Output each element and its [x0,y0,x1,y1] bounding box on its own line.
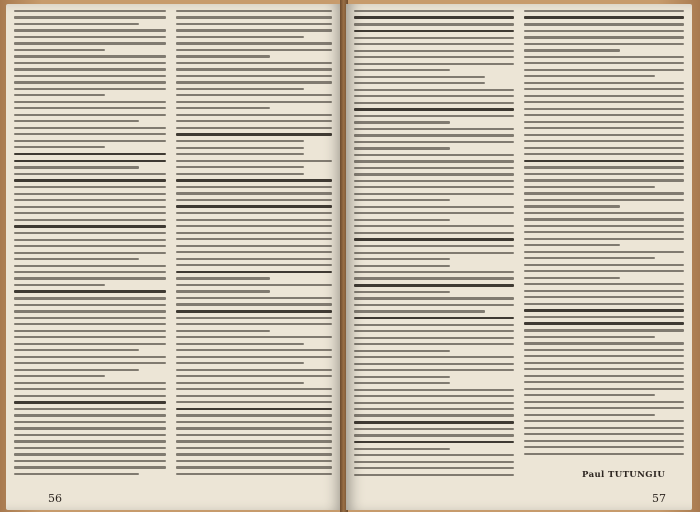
text-line [176,88,304,90]
text-line [524,114,684,116]
text-line [354,356,514,358]
text-line [176,284,332,286]
text-line [14,81,166,83]
text-line [524,244,620,246]
text-line [176,356,332,358]
text-line [354,102,514,104]
text-line [14,160,166,163]
text-line [14,140,166,142]
text-line [524,375,684,377]
text-line [14,232,166,234]
text-line [524,355,684,357]
text-line [176,369,332,371]
text-line [14,186,166,188]
text-line [354,252,514,254]
text-line [176,173,304,175]
text-line [354,245,514,247]
text-line [14,369,139,371]
text-line [176,225,332,227]
text-line [14,414,166,416]
text-line [176,29,332,31]
text-line [524,160,684,163]
text-line [354,441,514,444]
text-line [176,127,332,129]
text-line [524,225,684,227]
text-line [14,265,166,267]
text-line [14,75,166,77]
text-line [14,55,166,57]
text-line [176,330,270,332]
text-line [176,10,332,12]
text-line [354,180,514,182]
text-line [524,140,684,142]
text-line [354,167,514,169]
text-line [176,251,332,253]
text-line [524,316,684,318]
text-line [524,388,684,390]
text-line [354,382,450,384]
text-line [14,258,139,260]
text-line [524,101,684,103]
text-line [14,323,166,325]
text-line [176,382,304,384]
text-line [176,23,332,25]
text-line [354,238,514,241]
text-line [176,140,304,142]
text-line [14,453,166,455]
text-line [176,388,332,390]
text-line [176,349,332,351]
text-line [354,30,514,33]
text-line [176,199,332,201]
text-line [524,381,684,383]
text-line [354,160,514,162]
text-line [14,421,166,423]
text-line [14,304,166,306]
text-line [176,310,332,313]
text-line [14,317,166,319]
text-line [524,277,620,279]
text-line [176,290,270,292]
text-line [354,317,514,320]
text-line [524,10,684,12]
text-line [354,173,514,175]
text-line [524,30,684,32]
text-line [354,467,514,469]
text-line [354,23,514,25]
text-line [176,421,332,423]
text-line [176,362,304,364]
text-line [14,277,166,279]
text-line [524,121,684,123]
text-line [176,323,332,325]
text-line [14,375,105,377]
text-line [14,245,166,247]
text-line [176,179,332,182]
text-line [354,271,514,273]
text-line [176,94,332,96]
text-line [176,466,332,468]
text-line [524,349,684,351]
text-line [354,350,450,352]
text-line [524,199,684,201]
text-line [524,296,684,298]
text-line [354,43,514,45]
text-line [354,291,450,293]
text-line [524,75,655,77]
text-line [524,218,684,220]
text-line [354,147,450,149]
text-line [524,205,620,207]
text-line [14,166,139,168]
text-line [354,37,514,39]
text-line [14,212,166,214]
text-line [354,10,514,12]
text-line [176,297,332,299]
text-line [354,212,514,214]
text-line [524,62,684,64]
text-line [354,395,514,397]
text-line [176,238,332,240]
text-line [524,283,684,285]
text-line [14,10,166,12]
text-line [524,36,684,38]
text-line [524,88,684,90]
left-page-column-1 [14,10,166,479]
text-line [14,297,166,299]
left-page [6,4,342,510]
text-line [524,147,684,149]
text-line [176,42,332,44]
text-line [176,36,304,38]
text-line [176,271,332,274]
text-line [14,362,166,364]
text-line [524,446,684,448]
text-line [354,434,514,436]
text-line [176,55,270,57]
text-line [176,114,332,116]
text-line [176,68,332,70]
text-line [524,303,684,305]
text-line [354,265,450,267]
text-line [524,420,684,422]
text-line [524,69,684,71]
text-line [524,238,684,240]
text-line [176,205,332,208]
text-line [524,43,684,45]
text-line [176,101,332,103]
text-line [354,115,514,117]
text-line [354,76,485,78]
text-line [14,29,166,31]
text-line [354,474,514,476]
right-page-column-1 [354,10,514,480]
text-line [176,192,332,194]
text-line [14,427,166,429]
text-line [176,440,332,442]
text-line [176,107,270,109]
text-line [14,460,166,462]
text-line [176,219,332,221]
text-line [354,16,514,19]
text-line [354,225,514,227]
text-line [14,343,166,345]
text-line [176,434,332,436]
text-line [354,277,514,279]
text-line [14,127,166,129]
text-line [176,212,332,214]
text-line [524,153,684,155]
text-line [14,88,166,90]
text-line [14,330,166,332]
text-line [14,290,166,293]
text-line [14,395,166,397]
text-line [14,133,166,135]
text-line [176,395,332,397]
text-line [524,56,684,58]
text-line [176,414,332,416]
text-line [354,414,514,416]
text-line [524,368,684,370]
text-line [524,427,684,429]
text-line [524,433,684,435]
text-line [354,330,514,332]
text-line [14,23,139,25]
text-line [524,16,684,19]
text-line [354,50,514,52]
text-line [524,179,684,181]
text-line [354,186,514,188]
text-line [176,447,332,449]
text-line [176,453,332,455]
text-line [354,154,514,156]
text-line [524,127,684,129]
text-line [354,63,514,65]
text-line [354,402,514,404]
text-line [176,375,332,377]
text-line [524,414,655,416]
text-line [14,239,166,241]
text-line [14,271,166,273]
text-line [524,251,684,253]
text-line [354,89,514,91]
text-line [354,428,514,430]
text-line [354,376,450,378]
text-line [14,388,166,390]
text-line [354,304,514,306]
text-line [524,329,684,331]
text-line [14,179,166,182]
text-line [176,153,304,155]
text-line [176,473,332,475]
text-line [524,108,684,110]
text-line [176,317,332,319]
text-line [14,440,166,442]
text-line [354,363,514,365]
text-line [14,310,166,312]
text-line [524,212,684,214]
text-line [354,284,514,287]
text-line [14,62,166,64]
text-line [14,473,139,475]
text-line [176,277,270,279]
text-line [354,206,514,208]
text-line [354,310,485,312]
text-line [176,245,332,247]
text-line [354,454,514,456]
text-line [176,408,332,411]
text-line [354,193,514,195]
right-page-column-2 [524,10,684,459]
text-line [14,284,105,286]
text-line [176,343,304,345]
text-line [354,56,514,58]
text-line [14,107,166,109]
text-line [176,460,332,462]
text-line [524,336,655,338]
text-line [524,186,655,188]
text-line [354,95,514,97]
text-line [354,121,450,123]
text-line [176,232,332,234]
text-line [14,193,166,195]
text-line [524,309,684,312]
text-line [176,75,332,77]
text-line [14,252,166,254]
text-line [14,382,166,384]
text-line [354,232,514,234]
text-line [354,421,514,424]
text-line [14,49,105,51]
text-line [176,303,332,305]
text-line [14,146,105,148]
text-line [14,42,166,44]
text-line [14,225,166,228]
text-line [176,62,332,64]
text-line [176,264,332,266]
text-line [354,258,450,260]
left-page-number: 56 [48,492,62,505]
text-line [14,16,166,18]
text-line [524,134,684,136]
right-page-number: 57 [652,492,666,505]
text-line [14,114,166,116]
text-line [14,153,166,156]
text-line [176,427,332,429]
text-line [14,199,166,201]
article-author: Paul TUTUNGIU [582,470,666,480]
text-line [354,343,514,345]
text-line [176,147,304,149]
text-line [524,342,684,344]
text-line [524,192,684,194]
text-line [524,95,684,97]
text-line [176,120,332,122]
right-page [346,4,692,510]
text-line [176,166,304,168]
text-line [14,356,166,358]
text-line [176,160,332,162]
text-line [524,290,684,292]
text-line [14,36,166,38]
text-line [176,81,332,83]
text-line [354,408,514,410]
text-line [354,448,450,450]
text-line [354,389,514,391]
text-line [524,49,620,51]
text-line [524,440,684,442]
text-line [354,128,514,130]
text-line [354,108,514,111]
text-line [524,82,684,84]
text-line [176,401,332,403]
text-line [524,362,684,364]
left-page-column-2 [176,10,332,479]
text-line [14,447,166,449]
text-line [14,401,166,404]
text-line [176,258,332,260]
text-line [176,16,332,18]
text-line [14,434,166,436]
text-line [354,82,485,84]
text-line [354,369,514,371]
text-line [176,49,332,51]
text-line [524,23,684,25]
text-line [14,173,166,175]
text-line [14,120,139,122]
text-line [14,219,166,221]
text-line [524,173,684,175]
text-line [14,349,139,351]
text-line [524,453,684,455]
text-line [354,461,514,463]
text-line [354,219,450,221]
text-line [14,408,166,410]
text-line [524,257,655,259]
text-line [524,270,684,272]
text-line [354,69,450,71]
text-line [524,231,684,233]
text-line [354,337,514,339]
text-line [524,264,684,266]
text-line [524,407,684,409]
text-line [354,141,514,143]
text-line [524,322,684,325]
text-line [14,94,105,96]
text-line [354,199,450,201]
text-line [354,324,514,326]
text-line [176,336,332,338]
text-line [14,466,166,468]
text-line [14,336,166,338]
text-line [354,134,514,136]
text-line [524,401,684,403]
text-line [14,206,166,208]
text-line [176,133,332,136]
text-line [14,101,166,103]
text-line [524,166,684,168]
text-line [524,394,655,396]
text-line [176,186,332,188]
text-line [354,297,514,299]
text-line [14,68,166,70]
